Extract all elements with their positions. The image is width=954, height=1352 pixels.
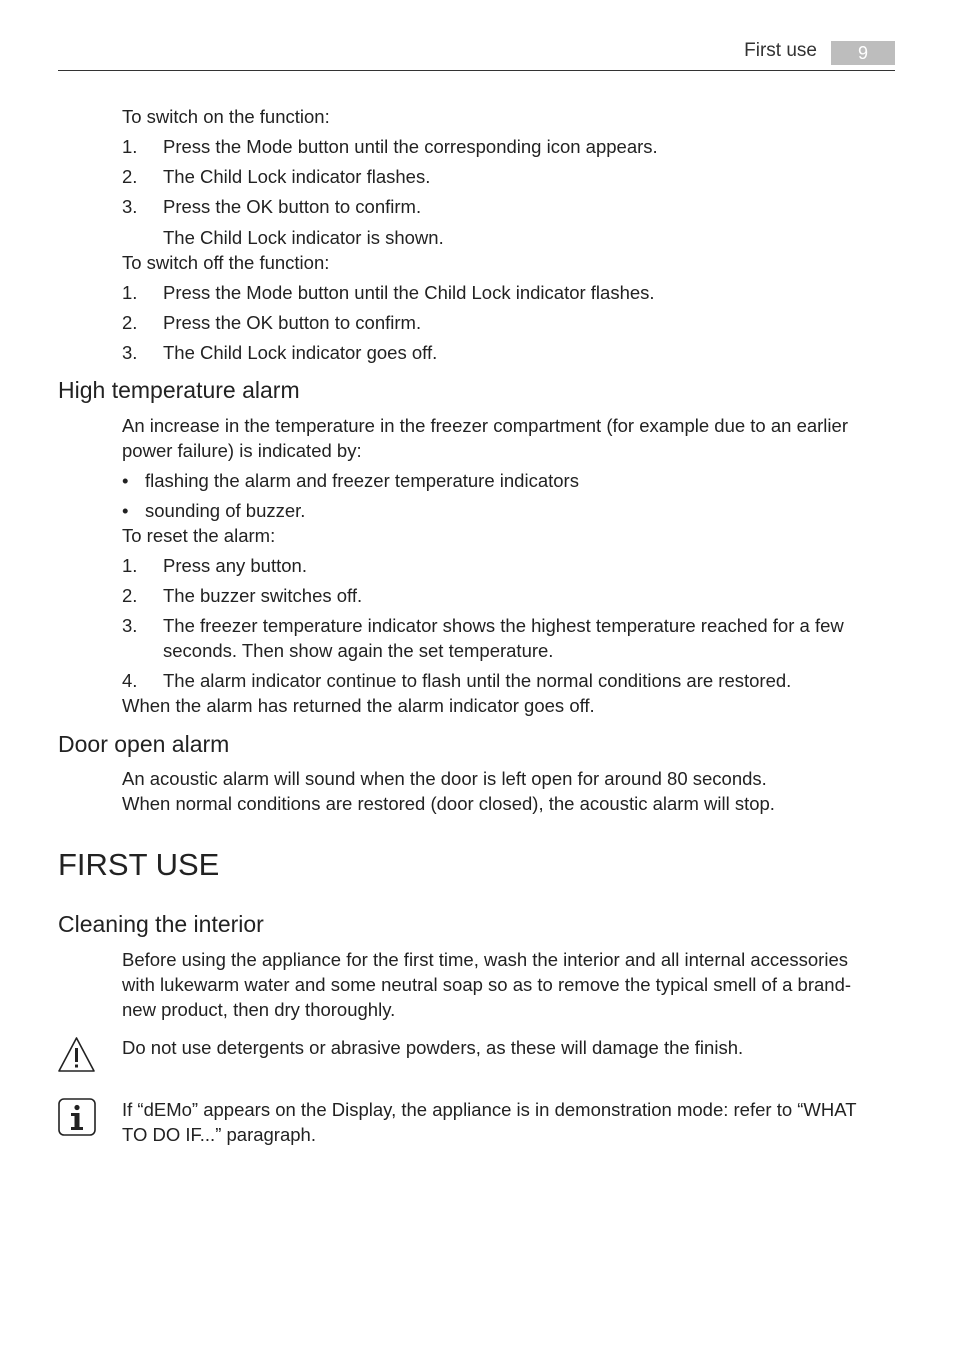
header-divider [58,70,895,71]
list-item: The alarm indicator continue to flash until the normal conditions are restored. [163,670,792,691]
running-header: First use [744,40,817,61]
warning-text: Do not use detergents or abrasive powders, as these will damage the finish. [122,1037,744,1058]
chapter-title: FIRST USE [58,847,220,882]
info-text: If “dEMo” appears on the Display, the appliance is in demonstration mode: refer to “WHAT TO DO IF...” paragraph. [122,1099,857,1145]
bullet-icon: • [122,500,129,521]
list-number: 1. [122,136,138,157]
door-alarm-text: An acoustic alarm will sound when the door is left open for around 80 seconds. [122,768,767,789]
list-number: 1. [122,555,138,576]
list-item: Press the OK button to confirm. [163,196,422,217]
bullet-item: sounding of buzzer. [145,500,306,521]
list-number: 4. [122,670,138,691]
list-number: 2. [122,166,138,187]
list-item: The buzzer switches off. [163,585,363,606]
list-item: Press any button. [163,555,307,576]
list-number: 2. [122,312,138,333]
warning-icon [57,1036,96,1073]
page-number: 9 [831,41,895,65]
high-temp-outro: When the alarm has returned the alarm indicator goes off. [122,695,595,716]
bullet-icon: • [122,470,129,491]
reset-intro: To reset the alarm: [122,525,276,546]
list-item: Press the Mode button until the Child Lock indicator flashes. [163,282,655,303]
section-heading-cleaning: Cleaning the interior [58,911,264,937]
list-number: 3. [122,615,138,636]
section-heading-high-temp: High temperature alarm [58,377,300,403]
list-item: The Child Lock indicator flashes. [163,166,431,187]
switch-on-intro: To switch on the function: [122,106,330,127]
high-temp-intro: An increase in the temperature in the freezer compartment (for example due to an earlier power failure) is indicated by: [122,415,848,461]
list-number: 3. [122,196,138,217]
list-item: The freezer temperature indicator shows the highest temperature reached for a few seconds. Then show again the set temperature. [163,615,844,661]
info-icon [58,1098,96,1136]
list-number: 3. [122,342,138,363]
cleaning-paragraph: Before using the appliance for the first time, wash the interior and all internal accessories with lukewarm water and some neutral soap so as to remove the typical smell of a brand-new product, then dry thoroughly. [122,949,852,1020]
list-number: 2. [122,585,138,606]
bullet-item: flashing the alarm and freezer temperature indicators [145,470,579,491]
section-heading-door-alarm: Door open alarm [58,731,230,757]
door-alarm-text: When normal conditions are restored (door closed), the acoustic alarm will stop. [122,793,775,814]
step-result: The Child Lock indicator is shown. [163,227,444,248]
list-item: Press the Mode button until the corresponding icon appears. [163,136,658,157]
switch-off-intro: To switch off the function: [122,252,330,273]
list-item: Press the OK button to confirm. [163,312,422,333]
list-number: 1. [122,282,138,303]
list-item: The Child Lock indicator goes off. [163,342,438,363]
